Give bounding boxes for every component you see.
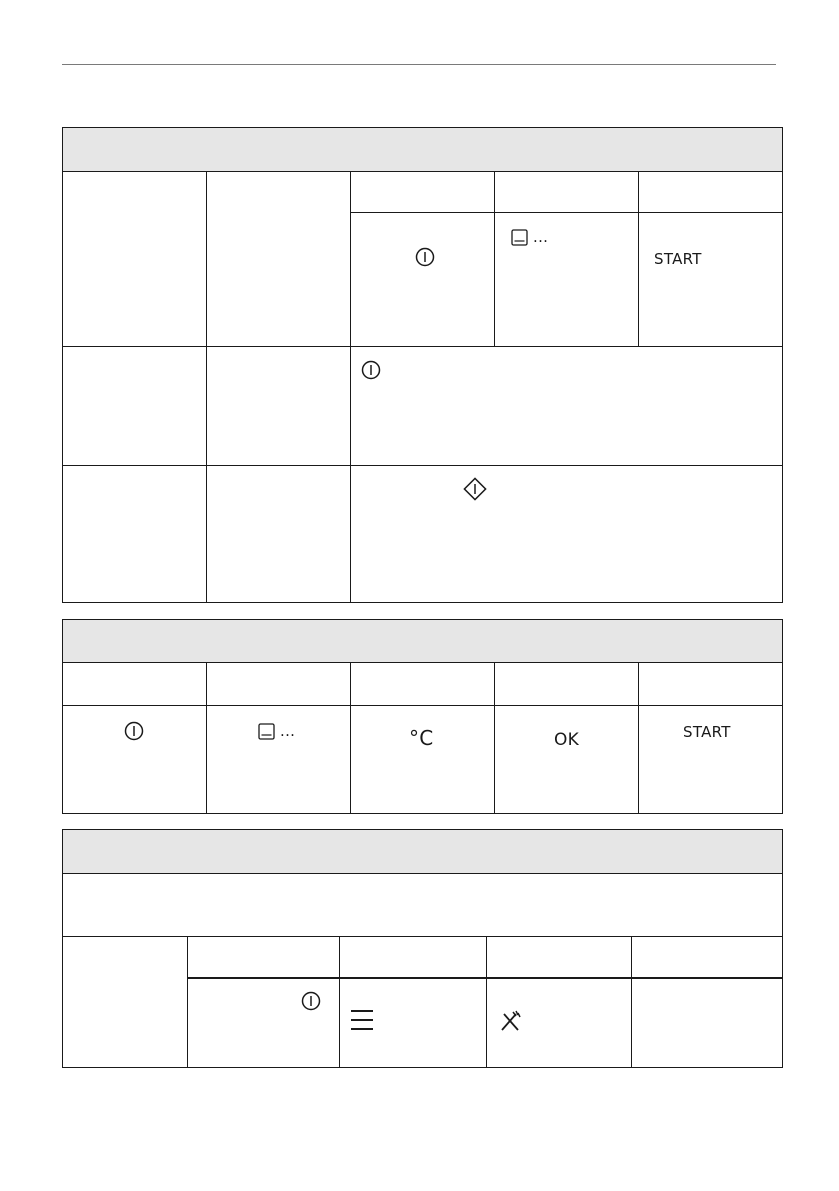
table-3-header <box>63 830 782 874</box>
table-1-header <box>63 128 782 172</box>
table-3-row-divider <box>63 936 782 937</box>
table-2 <box>62 619 783 814</box>
power-icon <box>360 359 382 381</box>
table-1-sub-divider <box>350 212 782 213</box>
power-icon <box>300 990 322 1012</box>
table-3-sub-divider <box>187 977 782 979</box>
table-2-col-divider <box>350 662 351 813</box>
table-1 <box>62 127 783 603</box>
table-3 <box>62 829 783 1068</box>
temperature-icon: °C <box>409 726 434 750</box>
table-1-col-divider <box>350 171 351 602</box>
table-2-row-divider <box>63 705 782 706</box>
table-1-col-divider <box>494 171 495 346</box>
power-icon <box>414 246 436 268</box>
table-2-col-divider <box>206 662 207 813</box>
oven-function-ellipsis: ... <box>533 228 549 246</box>
table-1-row-divider <box>63 346 782 347</box>
start-label: START <box>654 250 702 268</box>
start-label: START <box>683 723 731 741</box>
menu-icon <box>350 1008 374 1032</box>
oven-function-icon <box>511 229 528 246</box>
lock-icon <box>463 477 487 501</box>
table-3-col-divider <box>631 936 632 1067</box>
table-1-col-divider <box>206 171 207 602</box>
oven-function-icon <box>258 723 275 740</box>
table-3-col-divider <box>339 936 340 1067</box>
table-1-row-divider <box>63 465 782 466</box>
table-2-header <box>63 620 782 663</box>
power-icon <box>123 720 145 742</box>
oven-function-ellipsis: ... <box>280 722 296 740</box>
cutlery-icon <box>499 1010 521 1032</box>
table-2-col-divider <box>494 662 495 813</box>
table-2-col-divider <box>638 662 639 813</box>
table-3-col-divider <box>187 936 188 1067</box>
top-rule <box>62 64 776 65</box>
table-1-col-divider <box>638 171 639 346</box>
ok-label: OK <box>554 730 580 750</box>
table-3-col-divider <box>486 936 487 1067</box>
